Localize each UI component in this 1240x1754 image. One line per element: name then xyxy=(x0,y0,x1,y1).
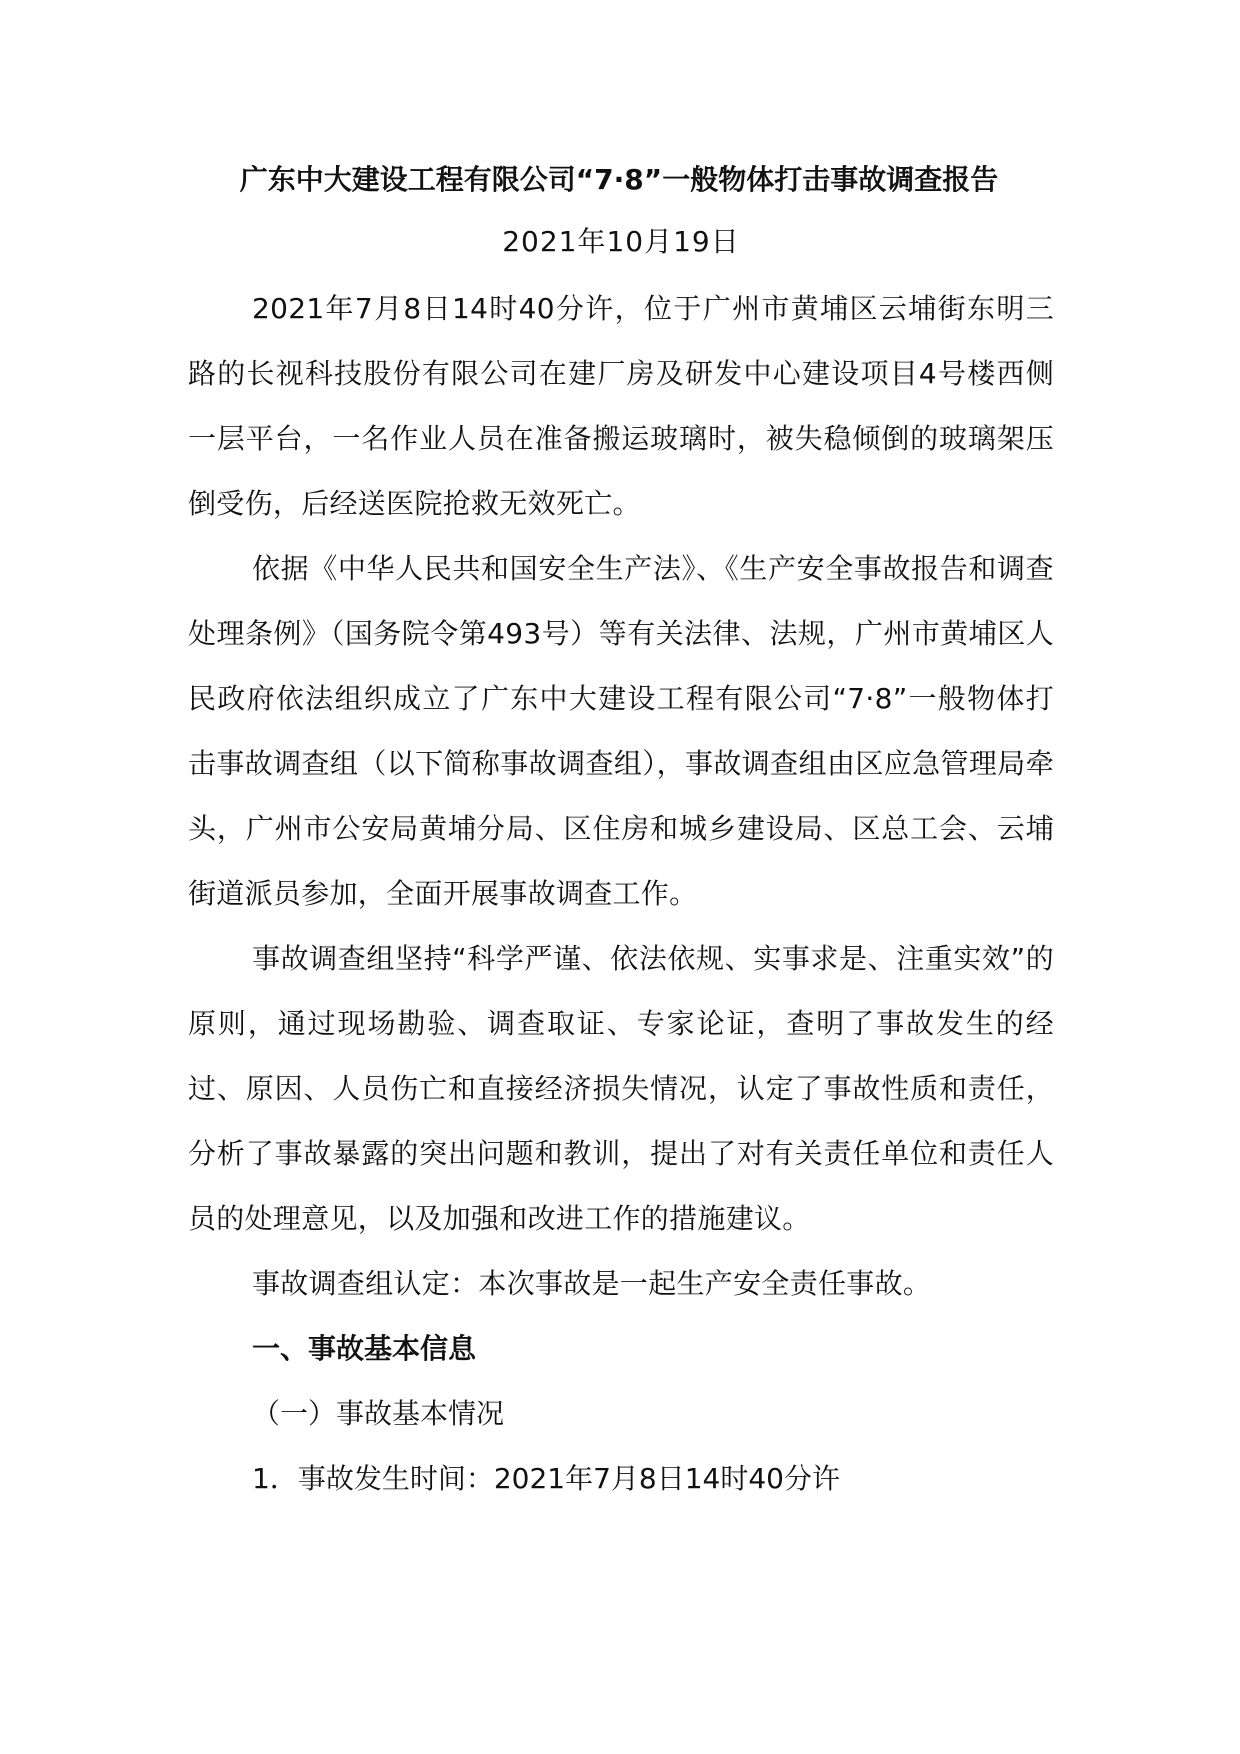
paragraph-investigation-basis: 依据《中华人民共和国安全生产法》、《生产安全事故报告和调查处理条例》（国务院令第493号）等有关法律、法规，广州市黄埔区人民政府依法组织成立了广东中大建设工程有限公司“7·8”一般物体打击事故调查组（以下简称事故调查组），事故调查组由区应急管理局牵头，广州市公安局黄埔分局、区住房和城乡建设局、区总工会、云埔街道派员参加，全面开展事故调查工作。 xyxy=(188,552,1054,910)
paragraph-conclusion: 事故调查组认定：本次事故是一起生产安全责任事故。 xyxy=(252,1267,932,1300)
section-heading: 一、事故基本信息 xyxy=(252,1332,477,1365)
subsection-heading: （一）事故基本情况 xyxy=(252,1397,505,1430)
paragraph-incident-summary: 2021年7月8日14时40分许，位于广州市黄埔区云埔街东明三路的长视科技股份有限公司在建厂房及研发中心建设项目4号楼西侧一层平台，一名作业人员在准备搬运玻璃时，被失稳倾倒的玻璃架压倒受伤，后经送医院抢救无效死亡。 xyxy=(188,292,1054,520)
paragraph-investigation-principles: 事故调查组坚持“科学严谨、依法依规、实事求是、注重实效”的原则，通过现场勘验、调查取证、专家论证，查明了事故发生的经过、原因、人员伤亡和直接经济损失情况，认定了事故性质和责任，分析了事故暴露的突出问题和教训，提出了对有关责任单位和责任人员的处理意见，以及加强和改进工作的措施建议。 xyxy=(188,942,1054,1235)
document-body xyxy=(188,160,1054,1511)
list-item-occurrence-time: 1．事故发生时间：2021年7月8日14时40分许 xyxy=(252,1462,840,1495)
document-title: 广东中大建设工程有限公司“7·8”一般物体打击事故调查报告 xyxy=(239,163,999,196)
document-date: 2021年10月19日 xyxy=(502,225,740,258)
